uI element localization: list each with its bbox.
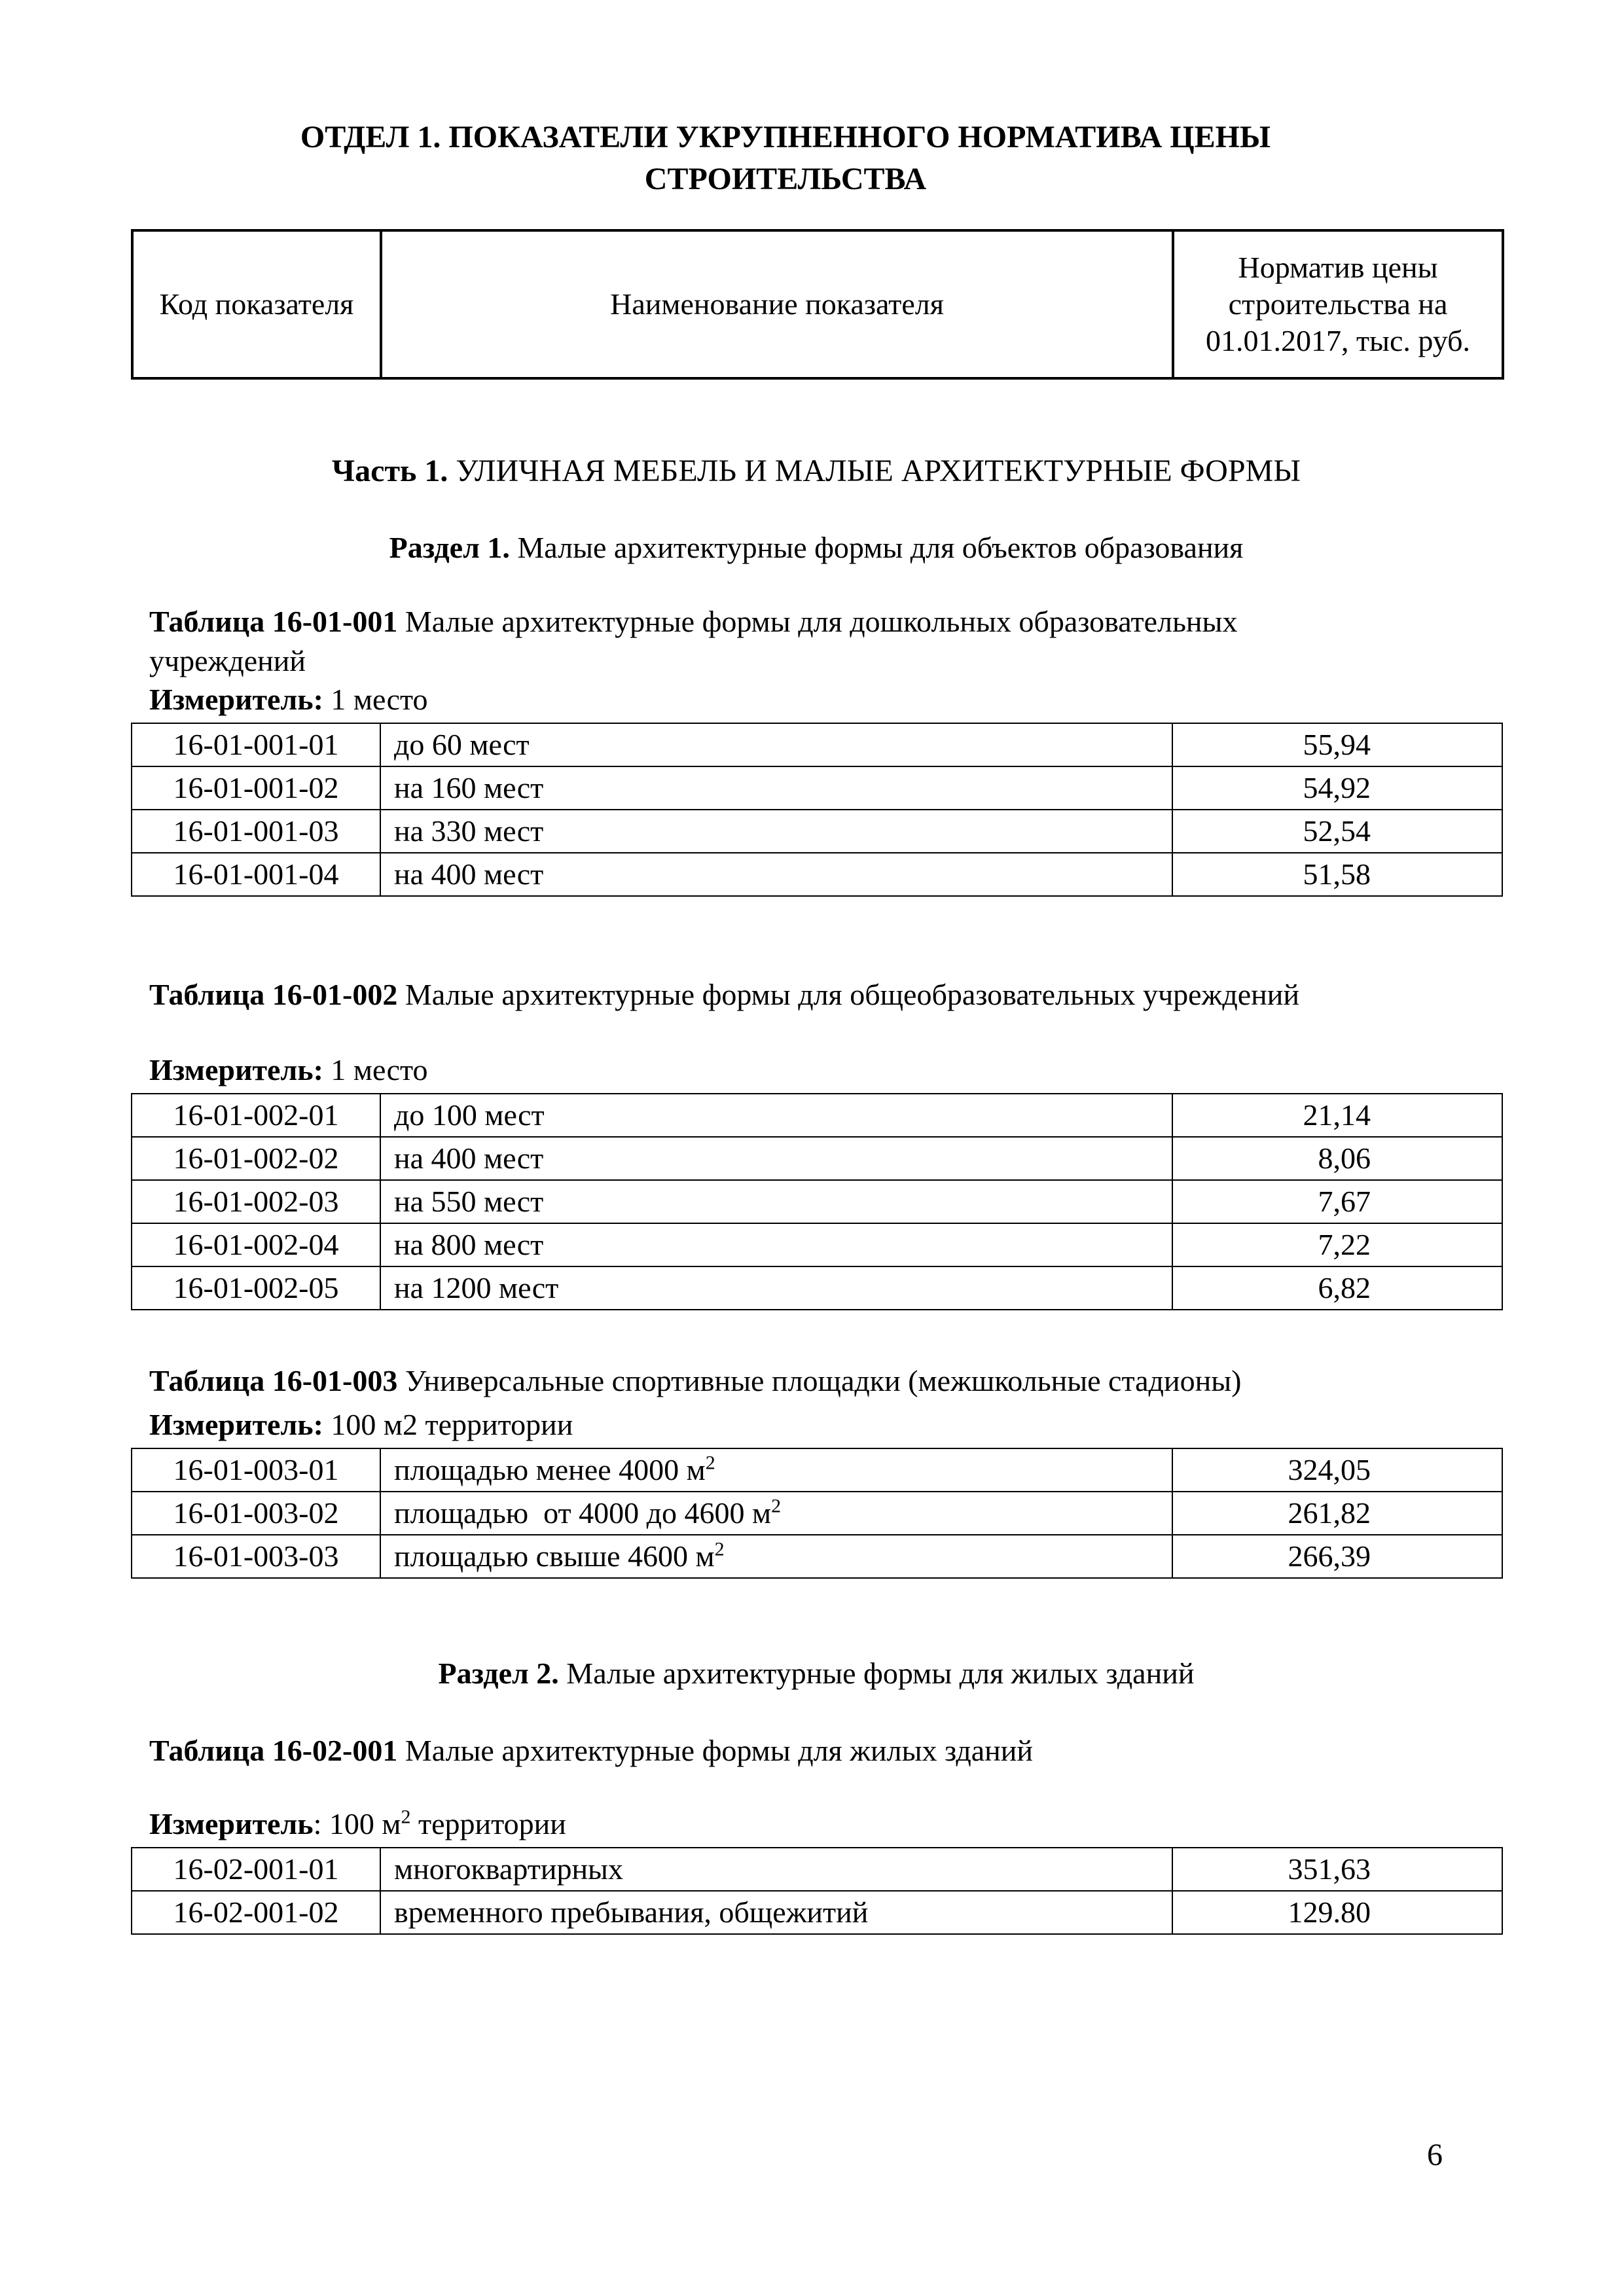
row-value: 54,92 [1172, 766, 1502, 810]
table4-measure-sup: 2 [401, 1806, 411, 1828]
row-name [380, 1492, 1172, 1535]
table-row [132, 1223, 1502, 1266]
table3-label: Таблица 16-01-003 [149, 1364, 398, 1397]
row-code: 16-01-001-01 [132, 723, 380, 766]
section1-label: Раздел 1. [389, 531, 510, 564]
table-row [132, 853, 1502, 896]
table-row [132, 1137, 1502, 1180]
table-row [132, 1535, 1502, 1578]
row-name-text: площадью менее 4000 м [394, 1453, 706, 1486]
table2 [131, 1093, 1503, 1310]
row-name [380, 1448, 1172, 1492]
row-code: 16-01-002-03 [132, 1180, 380, 1223]
table2-measure [149, 1052, 428, 1087]
row-value: 7,22 [1172, 1223, 1502, 1266]
table-row [132, 1848, 1502, 1891]
section1-title: Малые архитектурные формы для объектов образования [517, 531, 1244, 564]
table2-measure-value: 1 место [331, 1053, 428, 1086]
table1-title [149, 602, 1498, 681]
row-code: 16-02-001-02 [132, 1891, 380, 1934]
table-row [132, 723, 1502, 766]
table4-title-line1: Малые архитектурные формы для жилых зданий [405, 1734, 1033, 1767]
table-row [132, 1492, 1502, 1535]
row-code: 16-01-002-04 [132, 1223, 380, 1266]
table3-title [149, 1361, 1498, 1401]
table-row [132, 810, 1502, 853]
row-name [380, 1535, 1172, 1578]
table4-measure [149, 1806, 566, 1841]
part-title: УЛИЧНАЯ МЕБЕЛЬ И МАЛЫЕ АРХИТЕКТУРНЫЕ ФОРМЫ [456, 454, 1301, 488]
table-row [132, 766, 1502, 810]
table2-measure-label: Измеритель: [149, 1053, 323, 1086]
row-name: многоквартирных [380, 1848, 1172, 1891]
row-name-sup: 2 [771, 1495, 782, 1517]
section1-heading [131, 530, 1502, 565]
row-value: 266,39 [1172, 1535, 1502, 1578]
row-value: 351,63 [1172, 1848, 1502, 1891]
row-value: 7,67 [1172, 1180, 1502, 1223]
row-name: на 400 мест [380, 853, 1172, 896]
section2-title: Малые архитектурные формы для жилых зданий [566, 1657, 1195, 1690]
row-name: на 800 мест [380, 1223, 1172, 1266]
table1-measure-value: 1 место [331, 683, 428, 716]
header-table [131, 229, 1504, 380]
row-code: 16-01-003-03 [132, 1535, 380, 1578]
row-code: 16-01-001-03 [132, 810, 380, 853]
table-row [132, 1094, 1502, 1137]
table4-label: Таблица 16-02-001 [149, 1734, 398, 1767]
table4-measure-suffix: территории [410, 1807, 566, 1840]
table4 [131, 1847, 1503, 1935]
table3-measure-label: Измеритель: [149, 1408, 323, 1441]
table3-measure [149, 1407, 573, 1442]
row-value: 52,54 [1172, 810, 1502, 853]
row-value: 6,82 [1172, 1266, 1502, 1310]
table4-measure-prefix: : 100 м [313, 1807, 401, 1840]
row-value: 324,05 [1172, 1448, 1502, 1492]
row-code: 16-01-002-05 [132, 1266, 380, 1310]
header-code: Код показателя [132, 230, 381, 378]
row-code: 16-01-002-01 [132, 1094, 380, 1137]
table1-title-line2: учреждений [149, 644, 306, 677]
row-name: на 1200 мест [380, 1266, 1172, 1310]
table4-measure-label: Измеритель [149, 1807, 314, 1840]
table3-measure-value: 100 м2 территории [331, 1408, 573, 1441]
row-name-text: площадью от 4000 до 4600 м [394, 1496, 772, 1530]
table1-measure [149, 682, 428, 717]
table-row [132, 1180, 1502, 1223]
row-name-text: площадью свыше 4600 м [394, 1539, 715, 1573]
page-number: 6 [1427, 2138, 1443, 2172]
row-name-sup: 2 [705, 1452, 715, 1474]
table2-title [149, 975, 1498, 1014]
table1-label: Таблица 16-01-001 [149, 605, 398, 638]
row-name: на 330 мест [380, 810, 1172, 853]
row-code: 16-01-003-01 [132, 1448, 380, 1492]
table1-measure-label: Измеритель: [149, 683, 323, 716]
table-row [132, 1891, 1502, 1934]
row-name: до 60 мест [380, 723, 1172, 766]
row-value: 21,14 [1172, 1094, 1502, 1137]
row-code: 16-01-003-02 [132, 1492, 380, 1535]
part-label: Часть 1. [331, 454, 448, 488]
row-name: на 160 мест [380, 766, 1172, 810]
table1 [131, 723, 1503, 897]
row-name: на 400 мест [380, 1137, 1172, 1180]
row-name: до 100 мест [380, 1094, 1172, 1137]
header-name: Наименование показателя [381, 230, 1173, 378]
row-name: на 550 мест [380, 1180, 1172, 1223]
row-name: временного пребывания, общежитий [380, 1891, 1172, 1934]
table3-title-line1: Универсальные спортивные площадки (межшкольные стадионы) [405, 1364, 1242, 1397]
section2-label: Раздел 2. [438, 1657, 559, 1690]
table2-title-line1: Малые архитектурные формы для общеобразовательных учреждений [405, 978, 1300, 1011]
row-code: 16-01-002-02 [132, 1137, 380, 1180]
section2-heading [131, 1656, 1502, 1691]
table-row [132, 1448, 1502, 1492]
row-code: 16-01-001-04 [132, 853, 380, 896]
row-value: 261,82 [1172, 1492, 1502, 1535]
row-value: 51,58 [1172, 853, 1502, 896]
department-title-line1: ОТДЕЛ 1. ПОКАЗАТЕЛИ УКРУПНЕННОГО НОРМАТИВА ЦЕНЫ [300, 120, 1271, 154]
table2-label: Таблица 16-01-002 [149, 978, 398, 1011]
table3 [131, 1448, 1503, 1579]
department-title [131, 117, 1440, 200]
row-code: 16-02-001-01 [132, 1848, 380, 1891]
part-heading [131, 453, 1502, 489]
row-value: 8,06 [1172, 1137, 1502, 1180]
table-row [132, 1266, 1502, 1310]
row-name-sup: 2 [714, 1538, 725, 1560]
table4-title [149, 1731, 1498, 1770]
department-title-line2: СТРОИТЕЛЬСТВА [644, 162, 927, 196]
row-value: 55,94 [1172, 723, 1502, 766]
header-price: Норматив цены строительства на 01.01.2017, тыс. руб. [1173, 230, 1503, 378]
row-code: 16-01-001-02 [132, 766, 380, 810]
row-value: 129.80 [1172, 1891, 1502, 1934]
table1-title-line1: Малые архитектурные формы для дошкольных образовательных [405, 605, 1238, 638]
